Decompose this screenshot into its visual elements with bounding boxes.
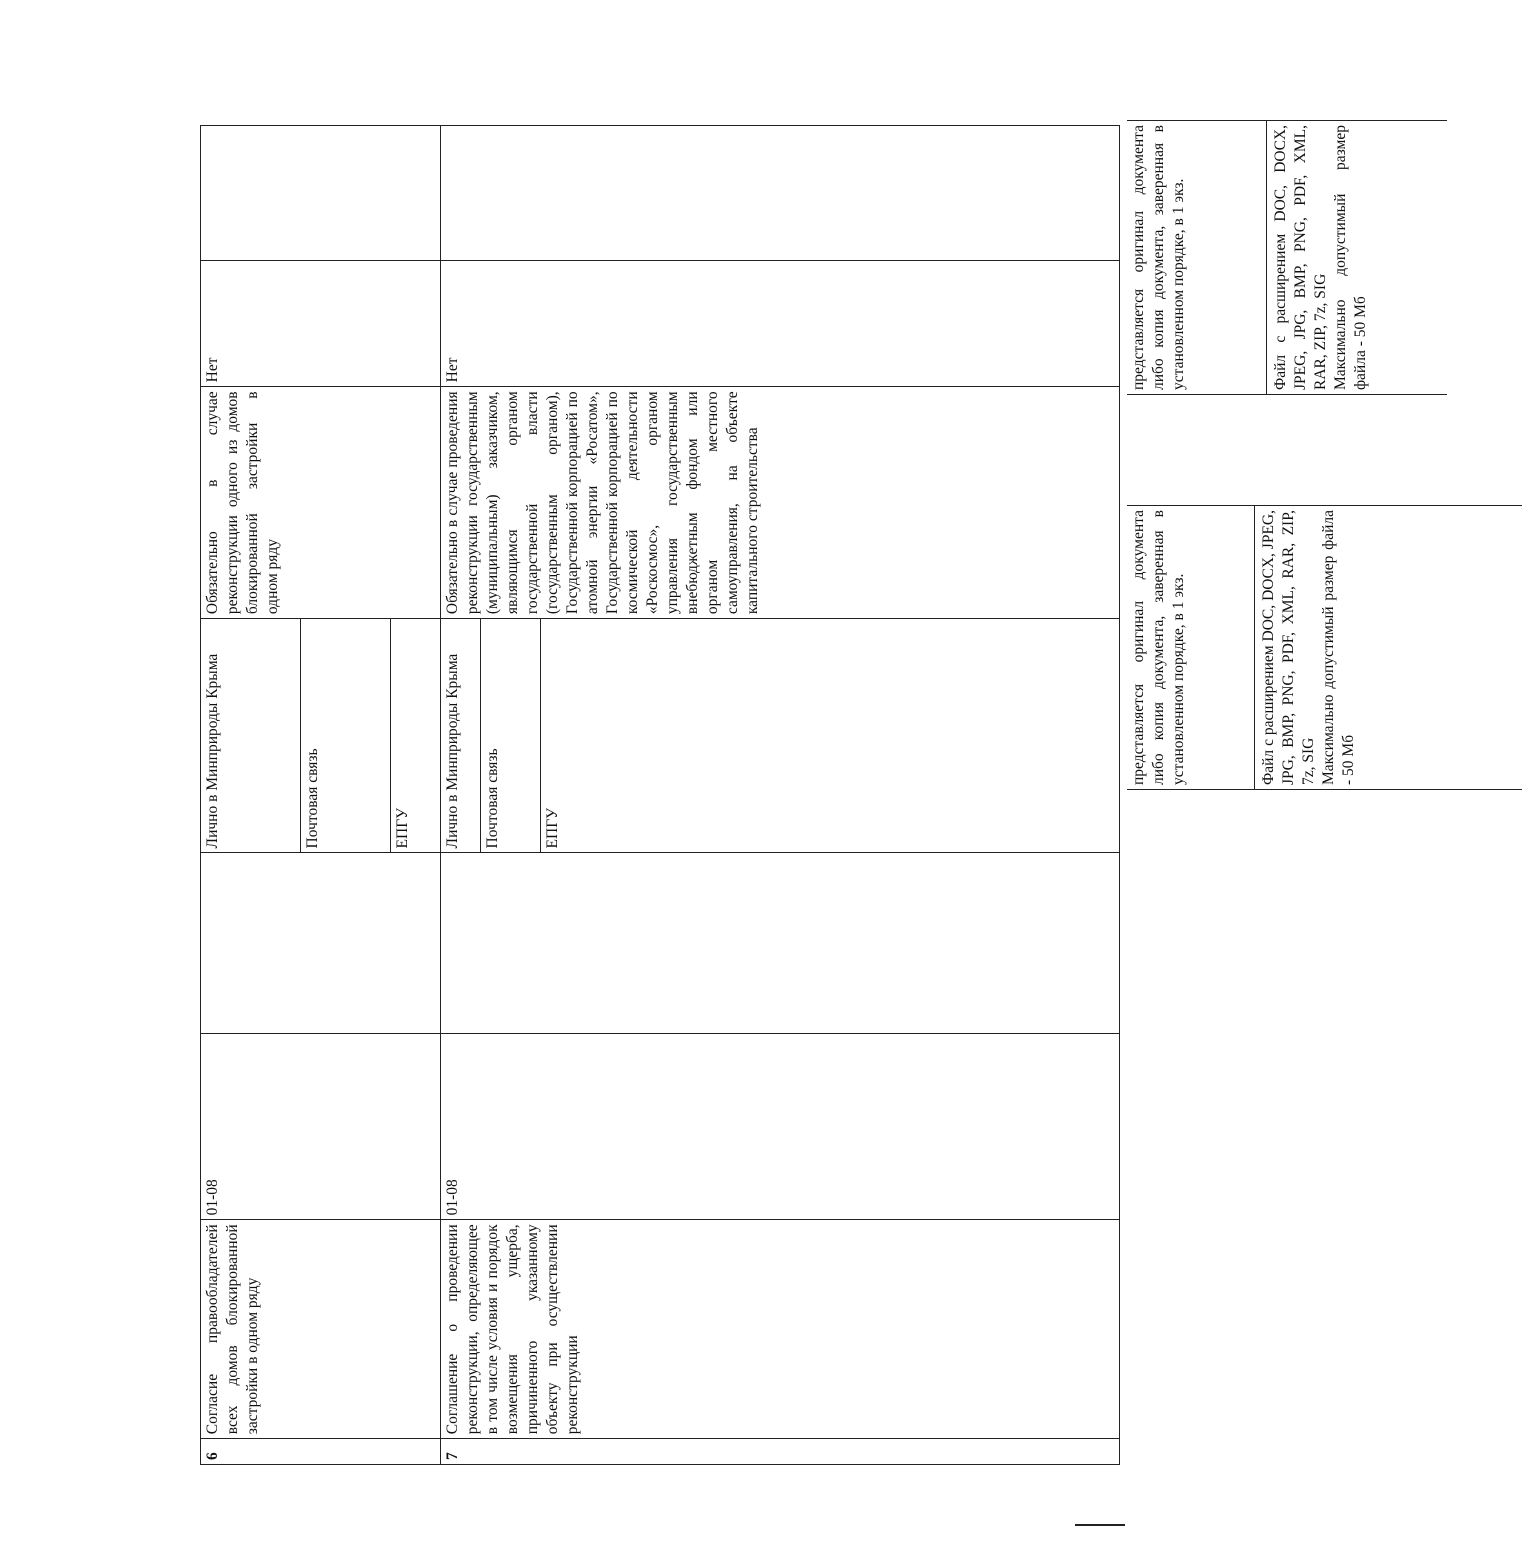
condition: Обязательно в случае реконструкции одного из домов блокированной застройки в одном ряду xyxy=(201,387,441,619)
row-number: 7 xyxy=(441,1439,1120,1465)
channel-epgu: ЕПГУ xyxy=(391,619,441,853)
flag: Нет xyxy=(441,261,1120,387)
channel-post: Почтовая связь xyxy=(481,619,541,853)
requirement-file xyxy=(1255,505,1522,790)
channel-personal: Лично в Минприроды Крыма xyxy=(441,619,481,853)
empty-cell xyxy=(201,126,441,261)
document-name: Соглашение о проведении реконструкции, определяющее в том числе условия и порядок возмещения ущерба, причиненного указанному объекту при осуществлении реконструкции xyxy=(441,1220,1120,1439)
requirement-file-format: Файл с расширением DOC, DOCX, JPEG, JPG, BMP, PNG, PDF, XML, RAR, ZIP, 7z, SIG xyxy=(1272,125,1329,390)
document-code: 01-08 xyxy=(441,1033,1120,1220)
empty-cell xyxy=(441,853,1120,1033)
flag: Нет xyxy=(201,261,441,387)
channel-personal: Лично в Минприроды Крыма xyxy=(201,619,301,853)
empty-cell xyxy=(441,126,1120,261)
requirement-original: представляется оригинал документа либо копия документа, заверенная в установленном порядке, в 1 экз. xyxy=(1127,505,1255,790)
document-name: Согласие правообладателей всех домов блокированной застройки в одном ряду xyxy=(201,1220,441,1439)
channel-post: Почтовая связь xyxy=(301,619,391,853)
requirement-file-size: Максимально допустимый размер файла - 50 Мб xyxy=(1320,510,1357,785)
channel-epgu: ЕПГУ xyxy=(541,619,1120,853)
table-row-6 xyxy=(201,126,301,1465)
condition: Обязательно в случае проведения реконструкции государственным (муниципальным) заказчиком, являющимся органом государственной власти (государственным органом), Государственной корпорацией по атомной энергии «Росатом», Государственной корпорацией по космической деятельности «Роскосмос», органом управления государственным внебюджетным фондом или органом местного самоуправления, на объекте капитального строительства xyxy=(441,387,1120,619)
rotated-document-page xyxy=(200,125,1120,1465)
requirement-original: представляется оригинал документа либо копия документа, заверенная в установленном порядке, в 1 экз. xyxy=(1127,120,1267,395)
empty-cell xyxy=(201,853,441,1033)
document-code: 01-08 xyxy=(201,1033,441,1220)
footer-rule xyxy=(1075,1524,1125,1526)
table-row-7 xyxy=(441,126,481,1465)
documents-table xyxy=(200,125,1120,1465)
requirement-file-size: Максимально допустимый размер файла - 50 Мб xyxy=(1332,125,1369,390)
requirement-file-format: Файл с расширением DOC, DOCX, JPEG, JPG, BMP, PNG, PDF, XML, RAR, ZIP, 7z, SIG xyxy=(1260,510,1317,785)
row-number: 6 xyxy=(201,1439,441,1465)
requirement-file xyxy=(1267,120,1447,395)
